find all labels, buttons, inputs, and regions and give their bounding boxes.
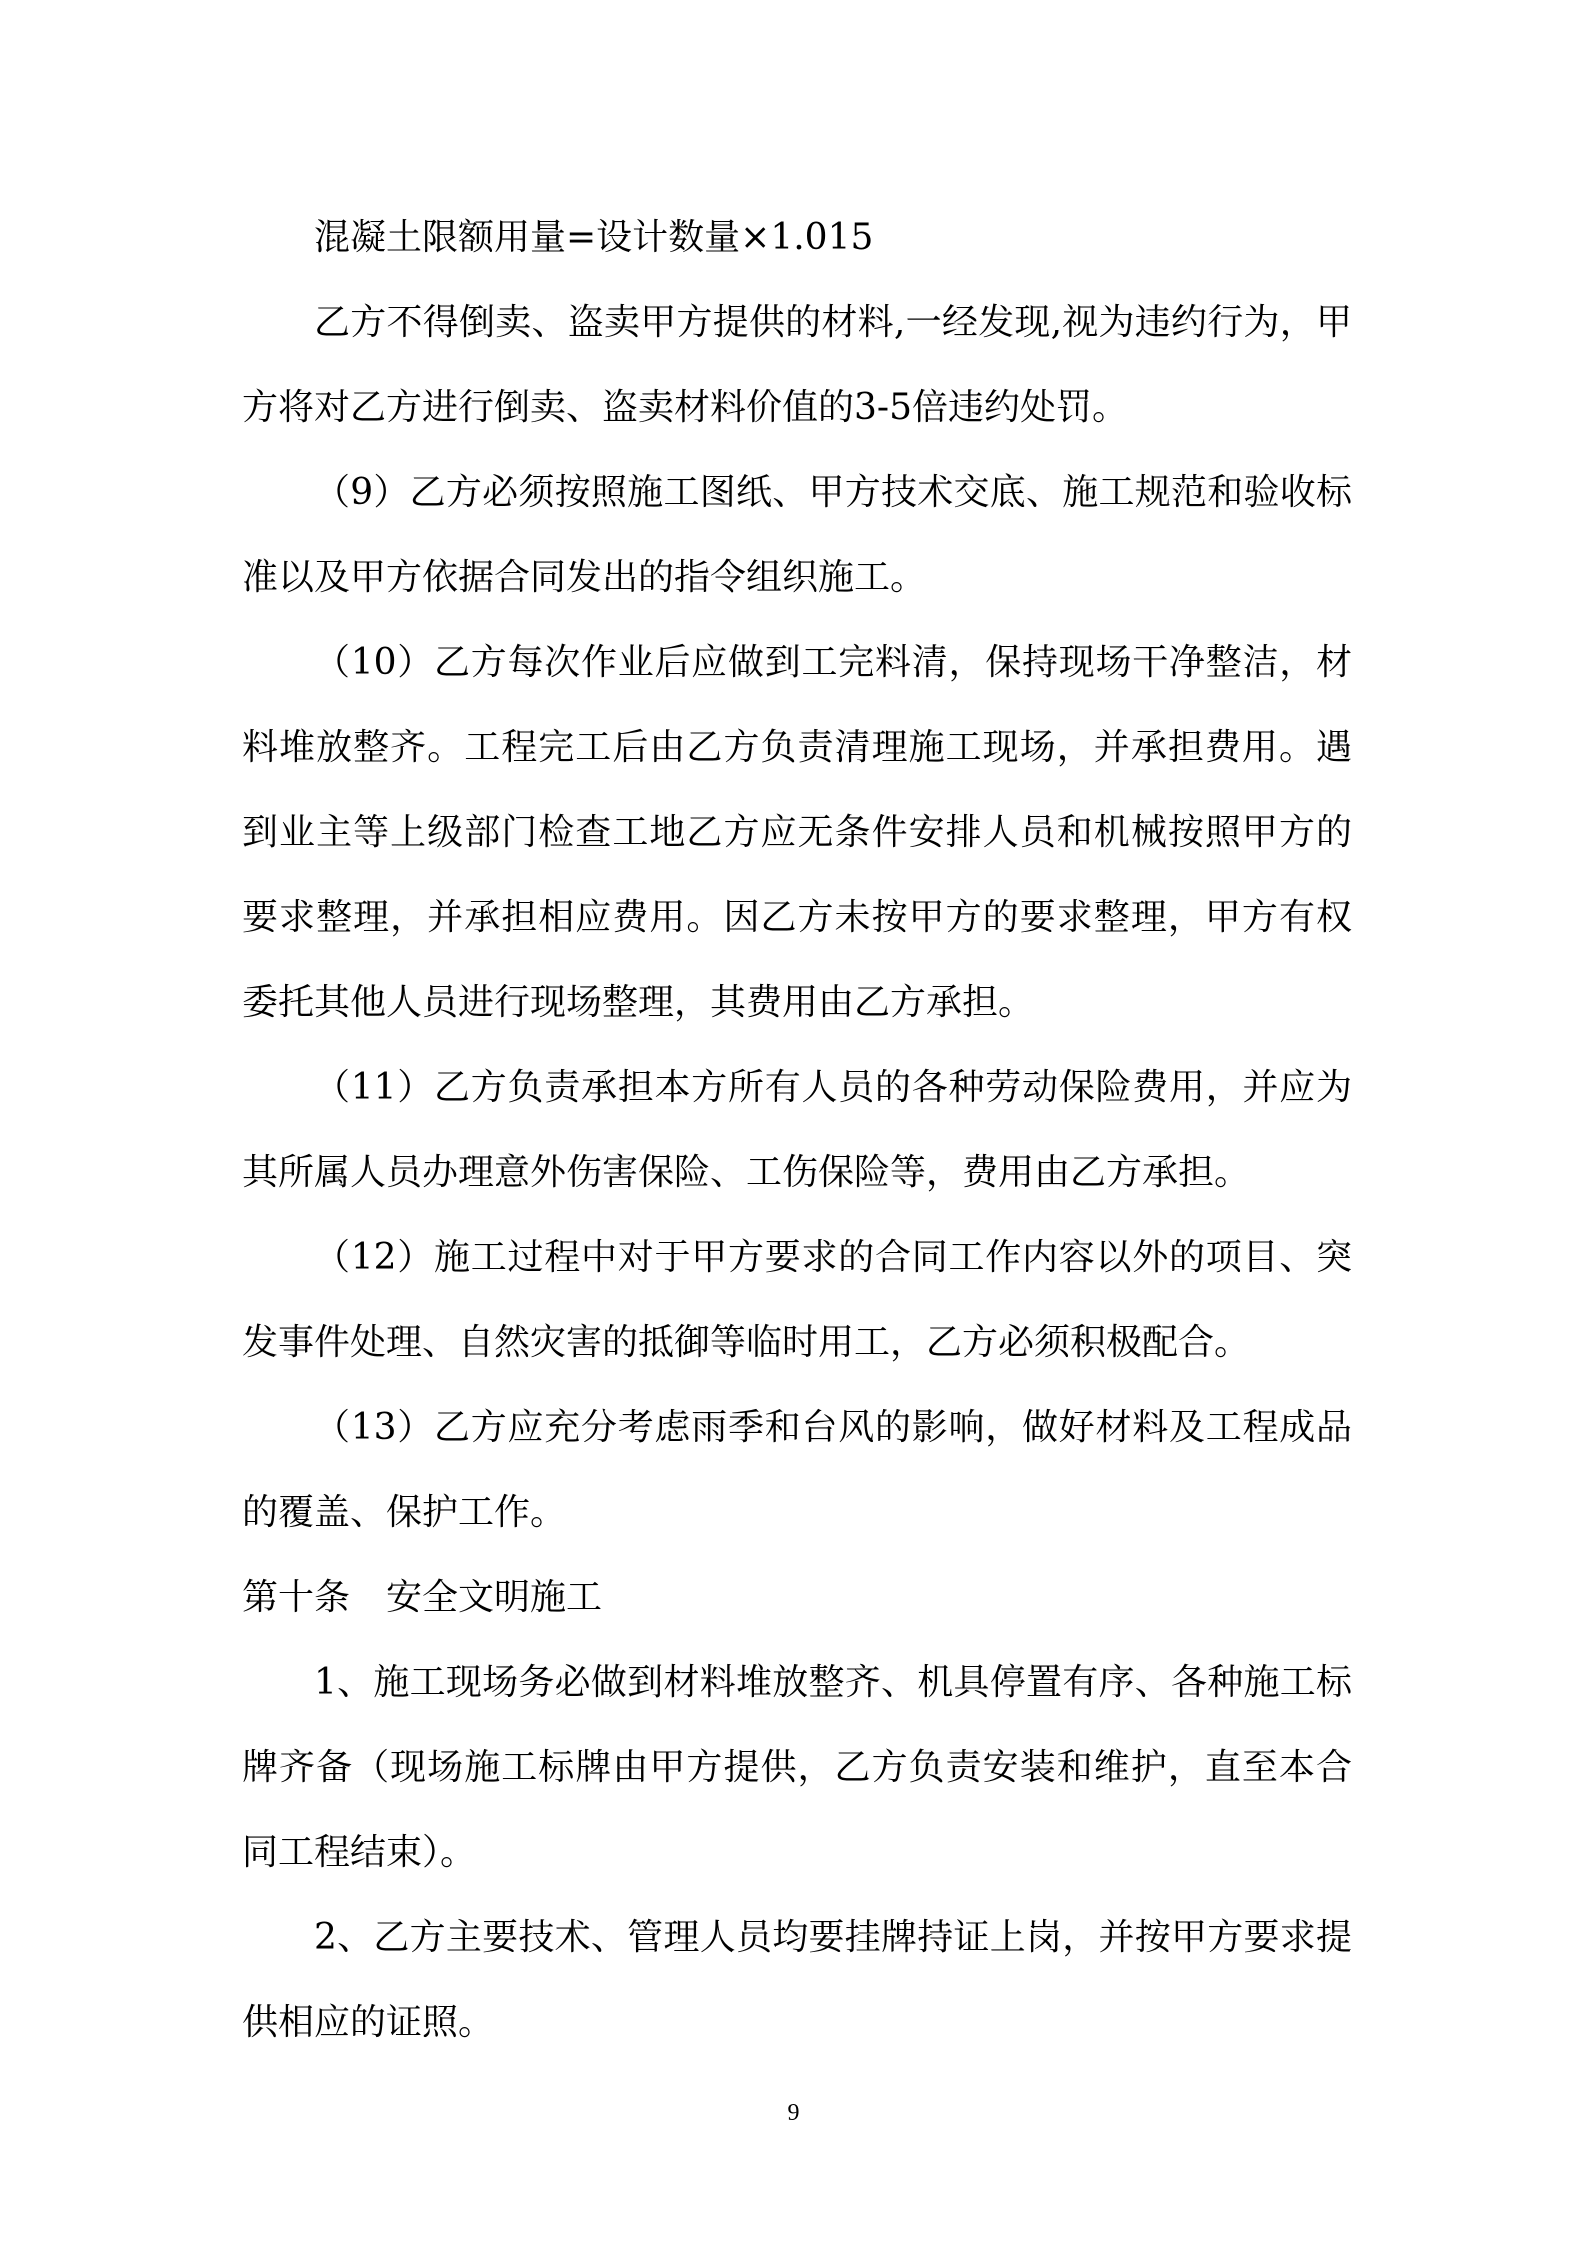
paragraph-clause-10: （10）乙方每次作业后应做到工完料清，保持现场干净整洁，材料堆放整齐。工程完工后由乙方负责清理施工现场，并承担费用。遇到业主等上级部门检查工地乙方应无条件安排人员和机械按照甲方的要求整理，并承担相应费用。因乙方未按甲方的要求整理，甲方有权委托其他人员进行现场整理，其费用由乙方承担。 [242,642,1352,1023]
section-heading [242,1555,1352,1640]
section-title: 安全文明施工 [386,1577,603,1618]
paragraph-clause-13: （13）乙方应充分考虑雨季和台风的影响，做好材料及工程成品的覆盖、保护工作。 [242,1407,1352,1533]
paragraph-concrete-quota: 混凝土限额用量=设计数量×1.015 [314,217,874,258]
paragraph-safety-item-2: 2、乙方主要技术、管理人员均要挂牌持证上岗，并按甲方要求提供相应的证照。 [242,1917,1352,2043]
page-number: 9 [787,2100,800,2126]
section-number: 第十条 [242,1577,351,1618]
document-body [242,195,1352,2065]
paragraph-clause-12: （12）施工过程中对于甲方要求的合同工作内容以外的项目、突发事件处理、自然灾害的抵御等临时用工，乙方必须积极配合。 [242,1237,1352,1363]
paragraph-material-resale: 乙方不得倒卖、盗卖甲方提供的材料,一经发现,视为违约行为，甲方将对乙方进行倒卖、盗卖材料价值的3-5倍违约处罚。 [242,302,1352,428]
paragraph-safety-item-1: 1、施工现场务必做到材料堆放整齐、机具停置有序、各种施工标牌齐备（现场施工标牌由甲方提供，乙方负责安装和维护，直至本合同工程结束）。 [242,1662,1352,1873]
paragraph-clause-11: （11）乙方负责承担本方所有人员的各种劳动保险费用，并应为其所属人员办理意外伤害保险、工伤保险等，费用由乙方承担。 [242,1067,1352,1193]
paragraph-clause-9: （9）乙方必须按照施工图纸、甲方技术交底、施工规范和验收标准以及甲方依据合同发出的指令组织施工。 [242,472,1352,598]
